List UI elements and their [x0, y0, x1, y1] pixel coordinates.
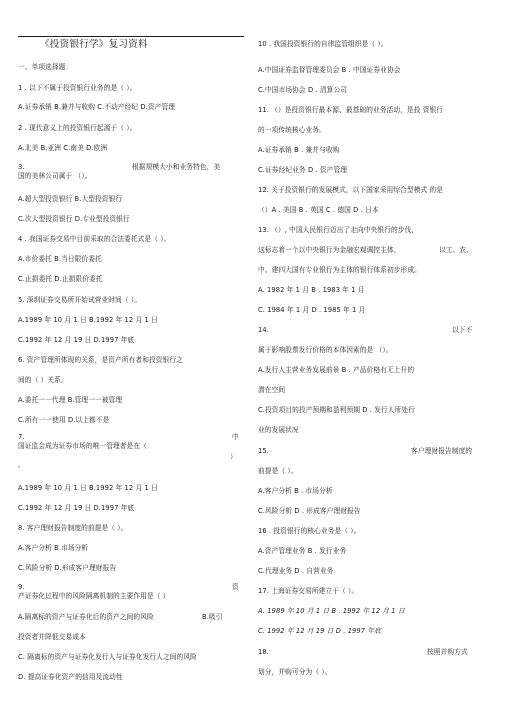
options-10a: A.中国证券监督管理委员会 B . 中国证券业协会 [258, 66, 401, 74]
question-18-cont: 划分，并购可分为（ ）。 [258, 668, 332, 676]
question-7-text: 国证监会成为证券市场的唯一管理者是在（ [18, 442, 147, 450]
question-3-text: 根据规模大小和业务特色，美 [132, 163, 221, 171]
options-13a: A. 1982 年 1 月 B . 1983 年 1 月 [258, 286, 365, 294]
question-3-number: 3. [18, 163, 25, 171]
options-15a: A.客户分析 B . 市场分析 [258, 487, 333, 495]
options-11b: C.证券经纪业务 D . 资产管理 [258, 166, 348, 174]
options-14a: A.发行人主营业务发展前景 B . 产品价格有无上升的 [258, 366, 415, 374]
question-12: 12. 关于投资银行的发展模式，以下国家采用综合型模式 的是 [258, 186, 444, 194]
options-7a: A.1989 年 10 月 1 日 B.1992 年 12 月 1 日 [18, 484, 158, 492]
question-1: 1 . 以下不属于投资银行业务的是（ ）。 [18, 84, 137, 92]
options-17a: A. 1989 年 10 月 1 日 B . 1992 年 12 月 1 日 [258, 607, 405, 615]
options-9a: A.隔离标的资产与证券化后的资产之间的风险 [18, 613, 154, 621]
question-9-char: 资 [232, 583, 239, 591]
question-4: 4 . 我国证券交易中目前采取的合法委托式是（ ）。 [18, 235, 171, 243]
options-2: A.北美 B.亚洲 C.南美 D.欧洲 [18, 144, 108, 152]
options-15b: C.风险分析 D . 形成客户理财报告 [258, 507, 361, 515]
question-6-cont: 间的（ ）关系。 [18, 376, 68, 384]
options-14a-cont: 潜在空间 [258, 386, 286, 394]
question-11: 11. （）是投资银行最本源、最基础的业务活动，是投 资银行 [258, 106, 444, 114]
question-14-cont: 属于影响股票发行价格的本体因素的是 （）。 [258, 346, 393, 354]
options-9b-cont: 投资者并降低交易成本 [18, 633, 86, 641]
options-7b: C.1992 年 12 月 19 日 D.1997 年底 [18, 504, 135, 512]
options-16b: C.代理业务 D . 自营业务 [258, 567, 334, 575]
question-14-text: 以下不 [452, 326, 473, 334]
options-9c: C. 隔离标的资产与证券化发行人与证券化发行人之间的风险 [18, 653, 197, 661]
options-14d-cont: 业的发展状况 [258, 426, 299, 434]
question-7-char: 中 [232, 433, 239, 441]
question-7-number: 7. [18, 433, 25, 441]
options-6a: A.委托一一代理 B.管理一一被管理 [18, 396, 123, 404]
options-10b: C.中国市场协会 D . 清算公司 [258, 86, 348, 94]
question-17: 17. 上海证券交易所建立于（ ）。 [258, 587, 359, 595]
question-5: 5. 深圳证券交易所开始试营业时间（ ）。 [18, 296, 142, 304]
question-15-number: 15. [258, 447, 269, 455]
question-9-text: 产证券化过程中的风险隔离机制的主要作用是（ ） [18, 592, 170, 600]
options-3a: A.超大型投资银行 B.大型投资银行 [18, 195, 123, 203]
question-18-number: 18. [258, 648, 269, 656]
options-8b: C.风险分析 D.形成客户理财报告 [18, 564, 117, 572]
options-12: （）A . 美国 B . 英国 C . 德国 D . 日本 [258, 206, 379, 214]
title-rule [18, 36, 244, 37]
question-9-number: 9. [18, 583, 25, 591]
section-heading: 一、单项选择题： [18, 63, 73, 71]
question-8: 8. 客户理财报告制度的前提是（ ）。 [18, 524, 128, 532]
options-11a: A.证券承销 B . 兼并与收购 [258, 146, 340, 154]
question-11-cont: 的一项传统核心业务。 [258, 126, 326, 134]
options-13b: C. 1984 年 1 月 D . 1985 年 1 月 [258, 306, 366, 314]
question-7-end: 。 [18, 461, 25, 469]
question-3-text-2: 国的美林公司属于 （）。 [18, 172, 92, 180]
question-13-cont-2: 以工、农、 [439, 246, 473, 254]
question-15-text: 客户理财报告制度的 [411, 447, 473, 455]
options-9b: B.吸引 [202, 613, 223, 621]
question-15-cont: 前提是（ ）。 [258, 467, 298, 475]
question-13-cont: 这标志着一个以中央银行为金融宏观调控主体， [258, 246, 401, 254]
question-18-text: 按照并购方式 [427, 648, 468, 656]
question-13-cont-3: 中、建四大国有专业银行为主体的银行体系初步形成。 [258, 266, 421, 274]
question-14-number: 14. [258, 326, 269, 334]
question-7-paren: ） [230, 453, 237, 461]
options-3b: C.次大型投资银行 D.专业型投资银行 [18, 215, 130, 223]
options-4a: A.市价委托 B.当日限价委托 [18, 255, 102, 263]
options-8a: A.客户分析 B.市场分析 [18, 544, 89, 552]
question-16: 16 . 投资银行的核心业务是（ ）。 [258, 527, 361, 535]
options-1: A.证券承销 B.兼并与收购 C.不动产经纪 D.资产管理 [18, 103, 176, 111]
options-9d: D. 提高证券化资产的信用及流动性 [18, 673, 123, 681]
options-5b: C.1992 年 12 月 19 日 D.1997 年底 [18, 336, 135, 344]
options-17b: C. 1992 年 12 月 19 日 D . 1997 年底 [258, 627, 381, 635]
options-4b: C.止损委托 D.止损限价委托 [18, 275, 103, 283]
question-10: 10 . 我国投资银行的自律监管组织是（ ）。 [258, 40, 388, 48]
options-5a: A.1989 年 10 月 1 日 B.1992 年 12 月 1 日 [18, 316, 158, 324]
options-14c: C.投资项目的投产预期和盈利预期 D . 发行人所处行 [258, 406, 415, 414]
question-6: 6. 资产管理所体现的关系，是资产所有者和投资银行之 [18, 356, 183, 364]
page-title: 《投资银行学》复习资料 [40, 39, 148, 50]
question-2: 2 . 现代意义上的投资银行起源于（ ）。 [18, 124, 137, 132]
question-13: 13. （）, 中国人民银行迈出了走向中央银行的步伐， [258, 226, 419, 234]
options-6b: C.所有一一使用 D.以上都不是 [18, 416, 110, 424]
options-16a: A.资产管理业务 B . 发行业务 [258, 547, 347, 555]
